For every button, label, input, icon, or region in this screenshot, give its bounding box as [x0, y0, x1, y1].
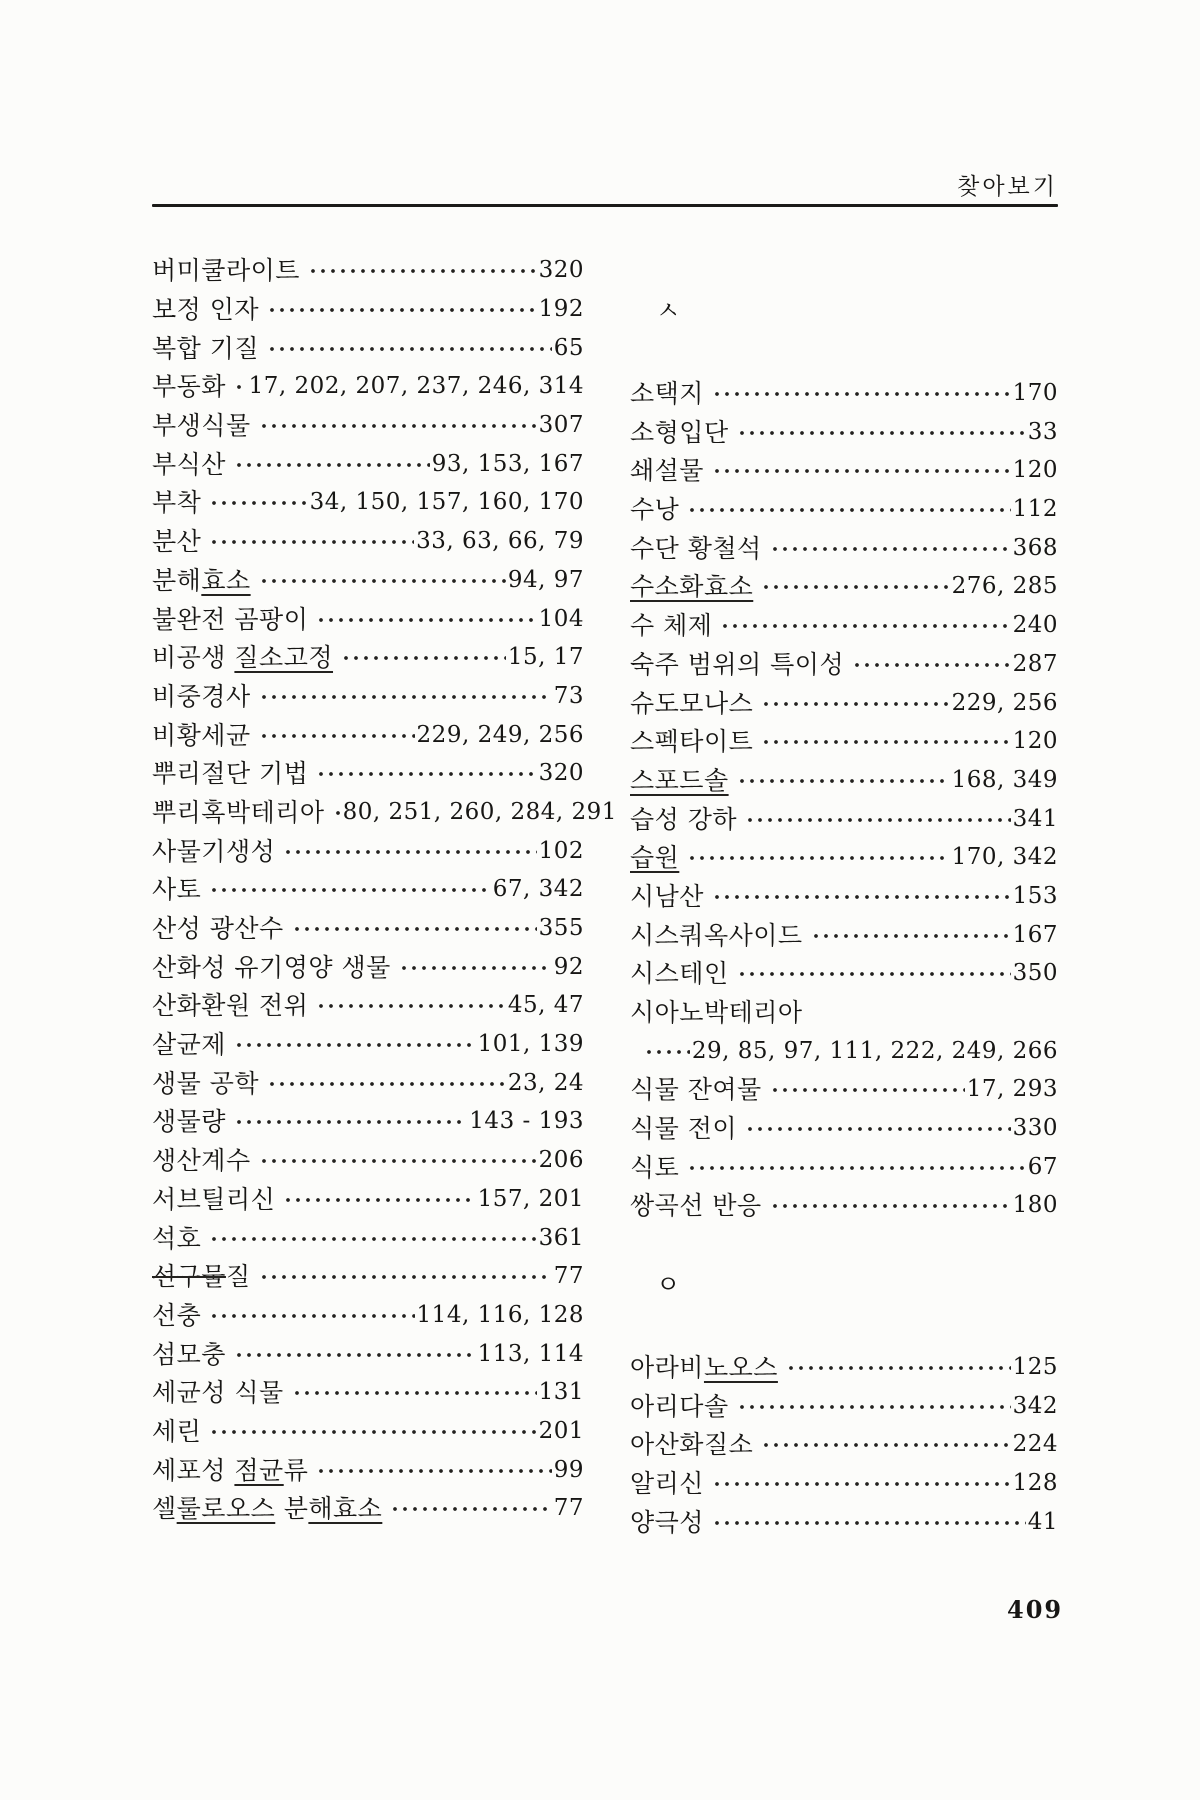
index-entry [152, 830, 584, 869]
entry-term: 숙주 범위의 특이성 [630, 649, 845, 679]
index-entry [152, 482, 584, 521]
index-entry [630, 605, 1058, 644]
entry-term: 부동화 [152, 372, 226, 402]
index-entry [630, 1146, 1058, 1185]
dot-leader [768, 543, 1011, 555]
dot-leader [232, 1116, 467, 1128]
entry-term: 쌍곡선 반응 [630, 1191, 762, 1221]
dot-leader [207, 536, 414, 548]
entry-term: 부착 [152, 488, 202, 518]
entry-pages: 23, 24 [507, 1069, 584, 1096]
entry-pages: 143 - 193 [469, 1108, 584, 1135]
entry-term: 수낭 [630, 495, 680, 525]
index-entry [152, 405, 584, 444]
index-entry [630, 1424, 1058, 1463]
entry-pages: 170, 342 [951, 844, 1058, 871]
page-header-title: 찾아보기 [957, 174, 1058, 200]
index-entry [630, 1385, 1058, 1424]
dot-leader [265, 343, 552, 355]
index-entry [630, 682, 1058, 721]
entry-pages: 167 [1012, 921, 1058, 948]
index-entry [152, 521, 584, 560]
dot-leader [685, 852, 949, 864]
entry-term: 수 체제 [630, 611, 713, 641]
entry-pages: 94, 97 [507, 566, 584, 593]
section-header: ㅅ [656, 296, 681, 325]
entry-pages: 170 [1012, 380, 1058, 407]
entry-pages: 114, 116, 128 [416, 1301, 584, 1328]
entry-pages: 201 [538, 1417, 584, 1444]
entry-term: 살균제 [152, 1030, 226, 1060]
dot-leader [232, 459, 430, 471]
dot-leader [290, 1387, 537, 1399]
dot-leader [257, 420, 537, 432]
entry-term: 세포성 점균류 [152, 1455, 309, 1485]
entry-term: 분해효소 [152, 565, 251, 595]
header-rule [152, 204, 1058, 207]
entry-term: 비공생 질소고정 [152, 643, 334, 673]
entry-term: 시스쿼옥사이드 [630, 920, 803, 950]
entry-pages: 67 [1027, 1153, 1058, 1180]
entry-pages: 168, 349 [951, 766, 1058, 793]
entry-pages: 67, 342 [492, 876, 584, 903]
dot-leader [397, 962, 552, 974]
entry-term: 셀룰로오스 분해효소 [152, 1494, 383, 1524]
entry-pages: 101, 139 [477, 1031, 584, 1058]
entry-pages: 341 [1012, 805, 1058, 832]
entry-term: 시아노박테리아 [630, 998, 803, 1028]
dot-leader [207, 1310, 414, 1322]
entry-pages: 77 [553, 1263, 584, 1290]
entry-term: 생산계수 [152, 1146, 251, 1176]
dot-leader [759, 698, 949, 710]
index-column-right [630, 250, 1058, 1540]
entry-term: 뿌리혹박테리아 [152, 797, 325, 827]
dot-leader [257, 1155, 537, 1167]
entry-pages: 77 [553, 1495, 584, 1522]
entry-pages: 120 [1012, 457, 1058, 484]
dot-leader [388, 1503, 551, 1515]
entry-pages: 224 [1012, 1431, 1058, 1458]
index-entry [630, 1069, 1058, 1108]
entry-pages: 33, 63, 66, 79 [416, 528, 584, 555]
entry-term: 사토 [152, 875, 202, 905]
entry-term: 스펙타이트 [630, 727, 754, 757]
dot-leader [718, 620, 1010, 632]
dot-leader [314, 1465, 551, 1477]
index-entry [152, 637, 584, 676]
dot-leader [232, 1349, 476, 1361]
index-entry [152, 1024, 584, 1063]
index-entry [152, 1449, 584, 1488]
entry-term: 비황세균 [152, 720, 251, 750]
index-entry [630, 1347, 1058, 1386]
entry-pages: 80, 251, 260, 284, 291 [342, 798, 617, 825]
entry-pages: 34, 150, 157, 160, 170 [309, 489, 584, 516]
entry-pages: 157, 201 [477, 1185, 584, 1212]
index-entry [152, 1488, 584, 1527]
index-entry [630, 992, 1058, 1031]
entry-pages: 287 [1012, 650, 1058, 677]
entry-pages: 276, 285 [951, 573, 1058, 600]
dot-leader [710, 1478, 1011, 1490]
entry-term: 비중경사 [152, 681, 251, 711]
entry-term: 쇄설물 [630, 456, 704, 486]
entry-pages: 73 [553, 682, 584, 709]
entry-term: 식토 [630, 1152, 680, 1182]
dot-leader [759, 736, 1010, 748]
dot-leader [232, 1039, 476, 1051]
entry-term: 알리신 [630, 1468, 704, 1498]
entry-pages: 320 [538, 257, 584, 284]
dot-leader [768, 1200, 1011, 1212]
section-header: ㅇ [656, 1269, 681, 1299]
index-entry [630, 721, 1058, 760]
entry-term: 사물기생성 [152, 836, 276, 866]
entry-pages: 125 [1012, 1353, 1058, 1380]
dot-leader [207, 884, 490, 896]
dot-leader [257, 1271, 552, 1283]
index-entry [630, 1501, 1058, 1540]
entry-pages: 229, 249, 256 [416, 721, 584, 748]
dot-leader [257, 691, 552, 703]
entry-term: 세균성 식물 [152, 1378, 284, 1408]
entry-term: 식물 잔여물 [630, 1075, 762, 1105]
entry-term: 버미쿨라이트 [152, 256, 300, 286]
entry-term: 생물 공학 [152, 1068, 260, 1098]
dot-leader [743, 1123, 1011, 1135]
index-entry [152, 869, 584, 908]
index-entry [630, 527, 1058, 566]
index-entry [152, 714, 584, 753]
entry-pages: 153 [1012, 882, 1058, 909]
dot-leader [710, 388, 1011, 400]
entry-term: 산화성 유기영양 생물 [152, 952, 391, 982]
index-entry [152, 1140, 584, 1179]
dot-leader [306, 265, 537, 277]
entry-term: 수소화효소 [630, 572, 754, 602]
index-entry [152, 366, 584, 405]
entry-term: 부생식물 [152, 411, 251, 441]
dot-leader [735, 427, 1026, 439]
entry-term: 아리다솔 [630, 1391, 729, 1421]
index-entry [630, 837, 1058, 876]
index-entry [630, 760, 1058, 799]
index-entry [630, 450, 1058, 489]
dot-leader [735, 775, 950, 787]
dot-leader [642, 1046, 690, 1058]
entry-term: 선구물질 [152, 1262, 251, 1292]
entry-term: 석호 [152, 1223, 202, 1253]
index-entry-continuation [630, 1030, 1058, 1069]
index-entry [152, 1256, 584, 1295]
index-entry [630, 953, 1058, 992]
index-entry [630, 914, 1058, 953]
dot-leader [735, 1401, 1011, 1413]
index-entry [152, 1179, 584, 1218]
entry-pages: 206 [538, 1147, 584, 1174]
entry-pages: 17, 202, 207, 237, 246, 314 [248, 373, 584, 400]
entry-pages: 342 [1012, 1392, 1058, 1419]
entry-term: 아산화질소 [630, 1430, 754, 1460]
index-entry [152, 1333, 584, 1372]
index-entry [152, 1217, 584, 1256]
dot-leader [743, 814, 1011, 826]
entry-term: 양극성 [630, 1507, 704, 1537]
entry-term: 분산 [152, 527, 202, 557]
entry-term: 수단 황철석 [630, 533, 762, 563]
entry-pages: 350 [1012, 960, 1058, 987]
entry-pages: 240 [1012, 612, 1058, 639]
entry-pages: 113, 114 [477, 1340, 584, 1367]
entry-pages: 17, 293 [966, 1076, 1058, 1103]
entry-term: 습원 [630, 843, 680, 873]
dot-leader [281, 846, 536, 858]
entry-term: 선충 [152, 1300, 202, 1330]
entry-term: 시남산 [630, 881, 704, 911]
dot-leader [809, 930, 1011, 942]
entry-pages: 361 [538, 1224, 584, 1251]
index-entry [630, 876, 1058, 915]
index-entry [152, 560, 584, 599]
index-entry [152, 1372, 584, 1411]
entry-term: 슈도모나스 [630, 688, 754, 718]
entry-term: 습성 강하 [630, 804, 738, 834]
index-entry [630, 798, 1058, 837]
dot-leader [207, 497, 307, 509]
entry-term: 보정 인자 [152, 295, 260, 325]
index-entry [152, 1101, 584, 1140]
dot-leader [257, 575, 506, 587]
entry-term: 산화환원 전위 [152, 991, 309, 1021]
page-number: 409 [1007, 1595, 1064, 1624]
index-entry [630, 489, 1058, 528]
index-entry [630, 1108, 1058, 1147]
entry-pages: 128 [1012, 1469, 1058, 1496]
entry-term: 부식산 [152, 449, 226, 479]
entry-term: 서브틸리신 [152, 1184, 276, 1214]
entry-term: 소택지 [630, 379, 704, 409]
entry-term: 시스테인 [630, 959, 729, 989]
dot-leader [759, 1439, 1010, 1451]
dot-leader [685, 504, 1010, 516]
index-entry [152, 289, 584, 328]
index-entry [630, 1463, 1058, 1502]
dot-leader [710, 891, 1011, 903]
dot-leader [207, 1233, 536, 1245]
entry-term: 생물량 [152, 1107, 226, 1137]
index-entry [630, 373, 1058, 412]
index-entry [630, 411, 1058, 450]
entry-pages: 104 [538, 605, 584, 632]
entry-pages: 45, 47 [507, 992, 584, 1019]
index-entry [152, 908, 584, 947]
entry-pages: 131 [538, 1379, 584, 1406]
index-entry [152, 598, 584, 637]
dot-leader [331, 807, 341, 819]
index-column-left [152, 250, 617, 1527]
index-entry [152, 1295, 584, 1334]
entry-term: 산성 광산수 [152, 914, 284, 944]
dot-leader [207, 1426, 536, 1438]
entry-pages: 65 [553, 334, 584, 361]
index-entry [152, 1411, 584, 1450]
entry-term: 불완전 곰팡이 [152, 604, 309, 634]
dot-leader [685, 1162, 1025, 1174]
dot-leader [768, 1084, 965, 1096]
entry-term: 세린 [152, 1416, 202, 1446]
entry-pages: 355 [538, 915, 584, 942]
dot-leader [850, 659, 1010, 671]
entry-term: 스포드솔 [630, 765, 729, 795]
entry-term: 소형입단 [630, 417, 729, 447]
entry-term: 복합 기질 [152, 333, 260, 363]
entry-pages: 99 [553, 1456, 584, 1483]
entry-pages: 102 [538, 837, 584, 864]
dot-leader [759, 581, 949, 593]
dot-leader [314, 614, 536, 626]
entry-pages: 229, 256 [951, 689, 1058, 716]
dot-leader [265, 1078, 506, 1090]
dot-leader [735, 968, 1011, 980]
entry-pages: 112 [1012, 496, 1058, 523]
dot-leader [314, 1000, 505, 1012]
dot-leader [232, 381, 247, 393]
index-entry [152, 327, 584, 366]
dot-leader [314, 768, 536, 780]
dot-leader [290, 923, 537, 935]
entry-pages: 15, 17 [507, 644, 584, 671]
entry-term: 섬모충 [152, 1339, 226, 1369]
entry-pages: 307 [538, 412, 584, 439]
entry-pages: 33 [1027, 418, 1058, 445]
entry-term: 아라비노오스 [630, 1352, 778, 1382]
entry-pages: 29, 85, 97, 111, 222, 249, 266 [691, 1037, 1058, 1064]
entry-pages: 120 [1012, 728, 1058, 755]
entry-pages: 330 [1012, 1115, 1058, 1142]
index-entry [152, 250, 584, 289]
dot-leader [339, 652, 506, 664]
dot-leader [257, 730, 415, 742]
index-entry [630, 566, 1058, 605]
index-entry [152, 753, 584, 792]
entry-pages: 93, 153, 167 [431, 450, 584, 477]
dot-leader [784, 1362, 1011, 1374]
entry-pages: 41 [1027, 1508, 1058, 1535]
index-entry [152, 792, 617, 831]
index-entry [630, 1185, 1058, 1224]
dot-leader [265, 304, 537, 316]
dot-leader [281, 1194, 475, 1206]
entry-pages: 368 [1012, 534, 1058, 561]
dot-leader [710, 465, 1011, 477]
index-entry [152, 676, 584, 715]
entry-pages: 320 [538, 760, 584, 787]
entry-term: 뿌리절단 기법 [152, 759, 309, 789]
dot-leader [710, 1517, 1026, 1529]
entry-pages: 192 [538, 296, 584, 323]
index-entry [152, 946, 584, 985]
index-entry [152, 1062, 584, 1101]
index-entry [152, 985, 584, 1024]
entry-pages: 92 [553, 953, 584, 980]
entry-pages: 180 [1012, 1192, 1058, 1219]
index-entry [630, 644, 1058, 683]
entry-term: 식물 전이 [630, 1114, 738, 1144]
index-entry [152, 443, 584, 482]
